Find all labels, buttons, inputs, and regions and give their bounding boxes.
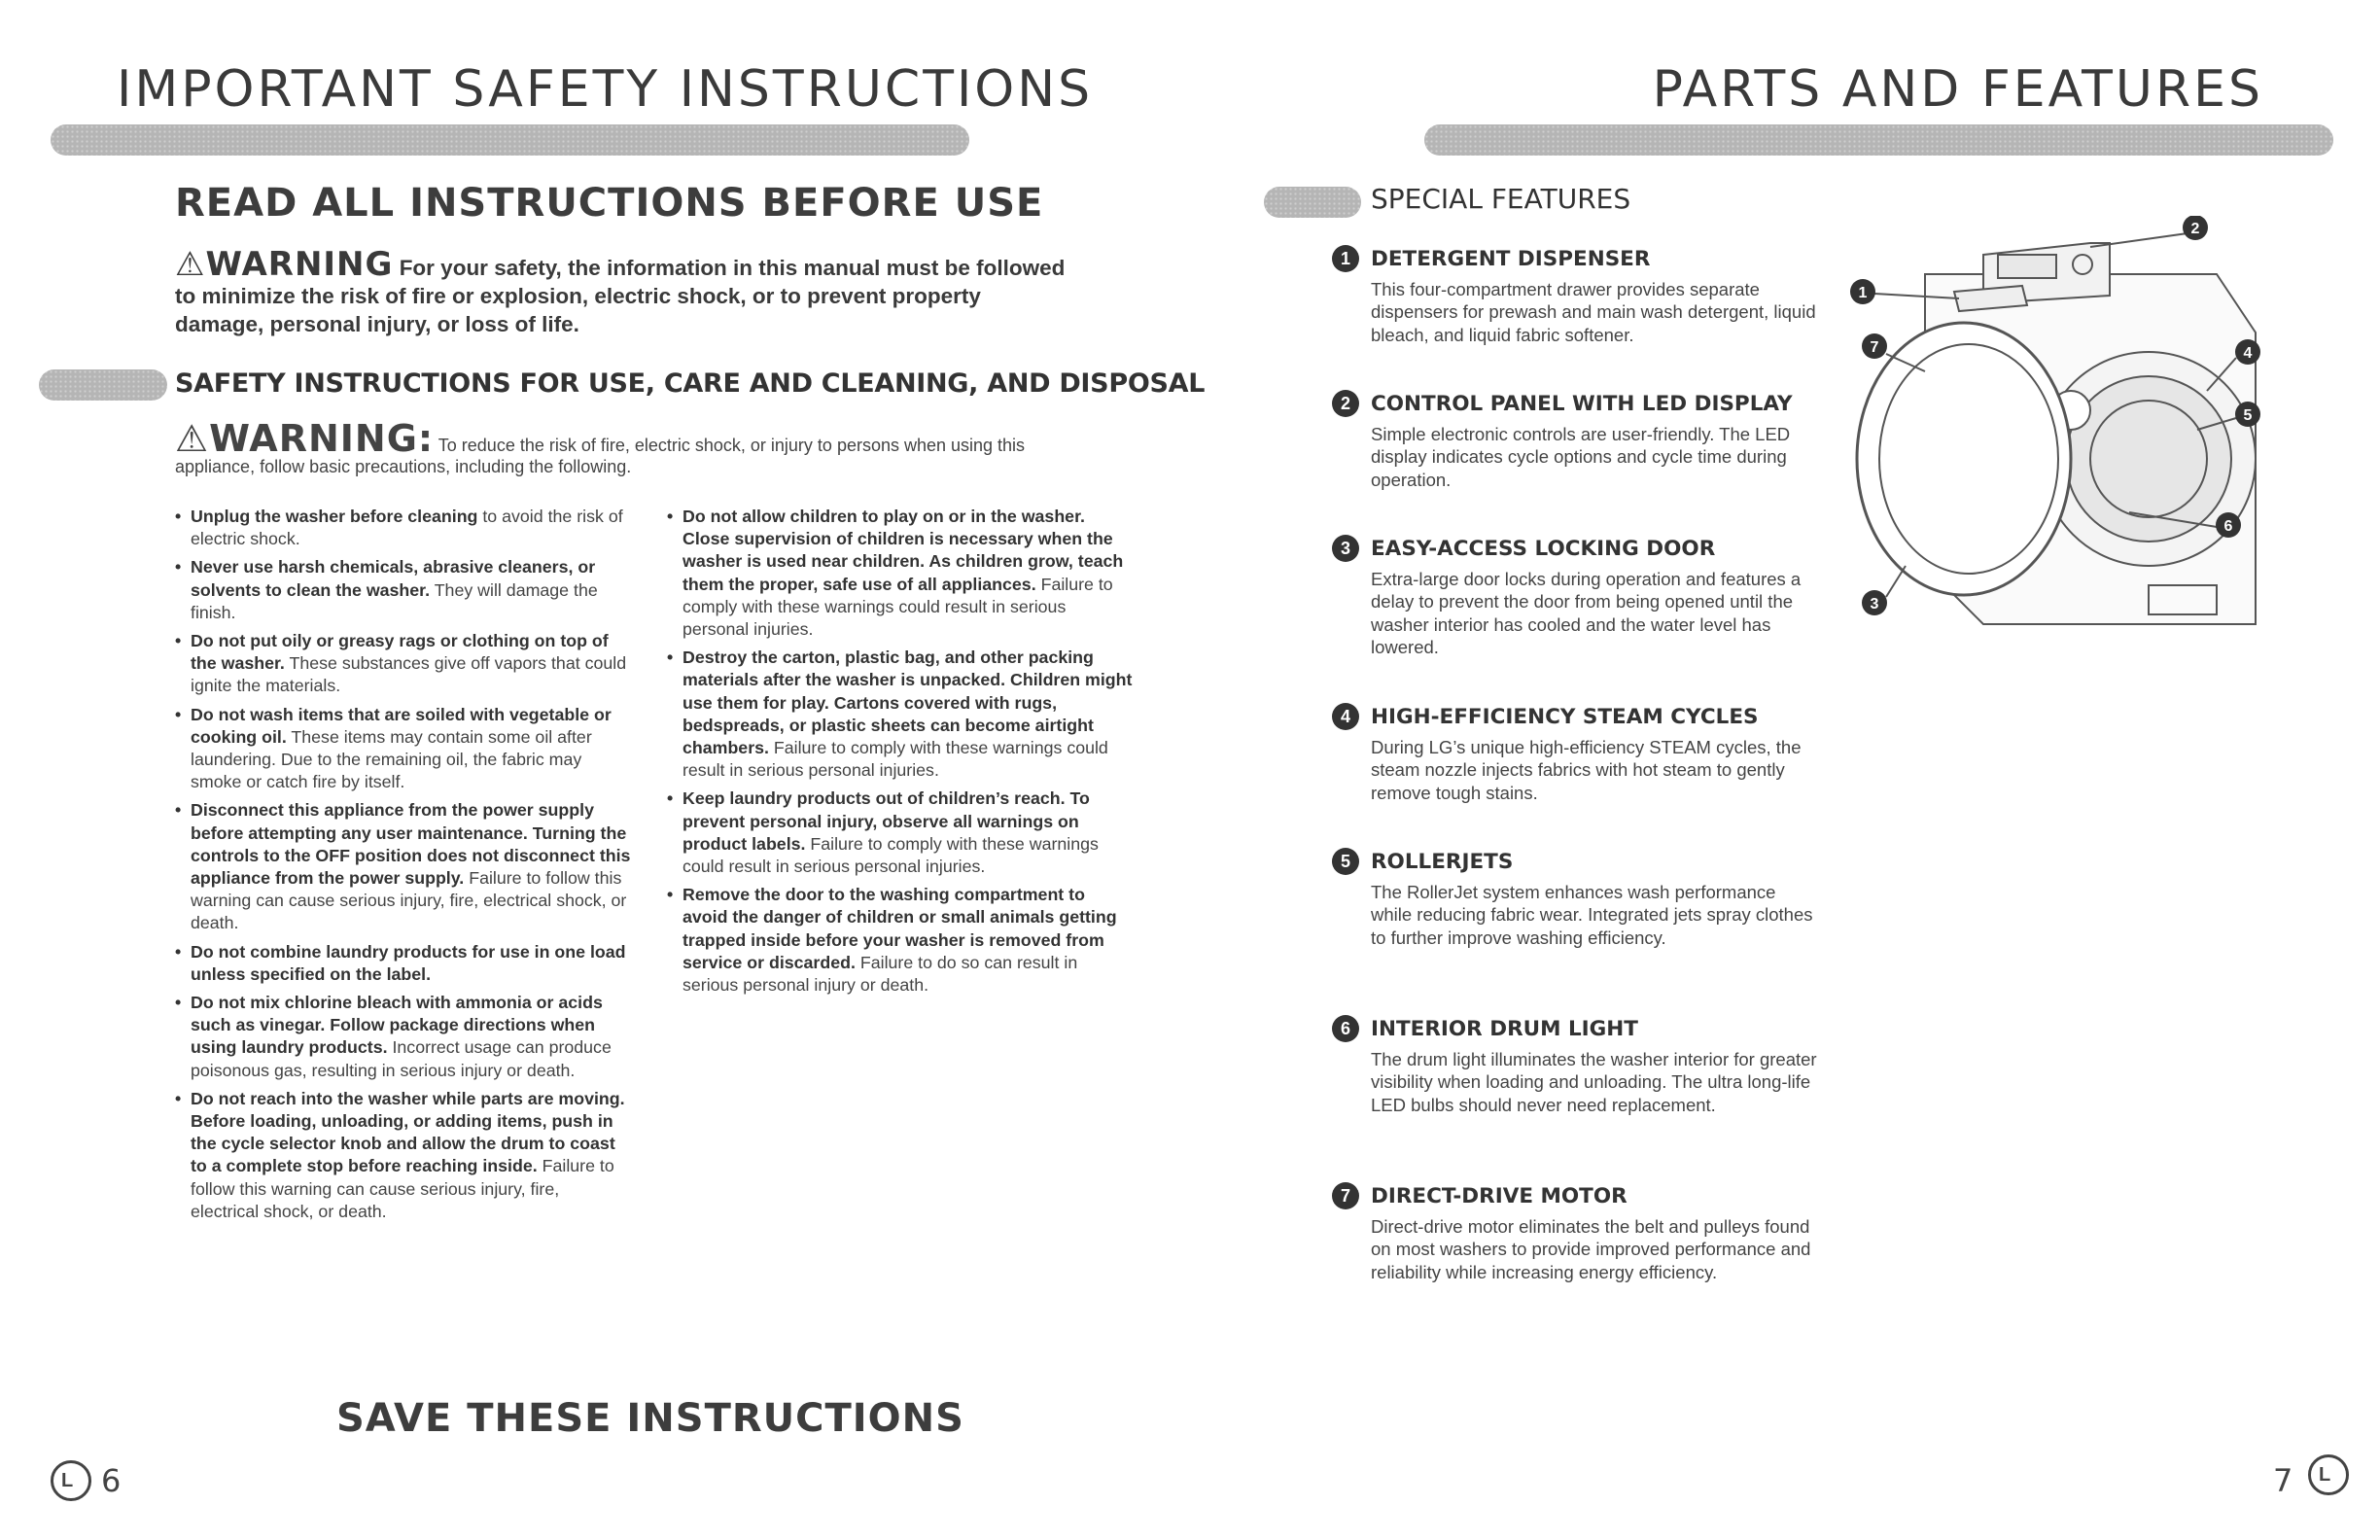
list-item: • Do not reach into the washer while parts are moving. Before loading, unloading, or adding items, push in the cycle selector knob and allow the drum to coast to a complete stop before reaching inside. Failure to follow this warning can cause serious injury, fire, electrical shock, or death.: [175, 1088, 632, 1223]
callout-label: 2: [2190, 221, 2200, 237]
callout-label: 5: [2243, 407, 2253, 424]
feature-title: CONTROL PANEL WITH LED DISPLAY: [1371, 392, 1793, 416]
feature-title: EASY-ACCESS LOCKING DOOR: [1371, 537, 1716, 561]
save-instructions-heading: SAVE THESE INSTRUCTIONS: [336, 1396, 964, 1441]
feature-number-badge: 5: [1332, 848, 1359, 875]
instructions-column-2: [667, 506, 1134, 1002]
lg-logo-icon: L: [2308, 1454, 2349, 1495]
list-item: • Never use harsh chemicals, abrasive cleaners, or solvents to clean the washer. They will damage the finish.: [175, 556, 632, 624]
left-title-bar: [51, 124, 969, 156]
feature-number-badge: 7: [1332, 1182, 1359, 1209]
feature-title: ROLLERJETS: [1371, 850, 1514, 874]
callout-label: 6: [2223, 518, 2233, 535]
left-page-title: IMPORTANT SAFETY INSTRUCTIONS: [117, 60, 1094, 119]
instructions-column-1: [175, 506, 632, 1229]
feature-number-badge: 4: [1332, 703, 1359, 730]
feature-number-badge: 3: [1332, 535, 1359, 562]
warning-label: [175, 245, 393, 284]
warning2-text: To reduce the risk of fire, electric shock, or injury to persons when using this appliance, follow basic precautions, including the following.: [175, 436, 1026, 476]
warning-triangle-icon: ⚠: [175, 417, 210, 460]
list-item: • Destroy the carton, plastic bag, and other packing materials after the washer is unpacked. Children might use them for play. Cartons covered with rugs, bedspreads, or plastic sheets can become airtight chambers. Failure to comply with these warnings could result in serious personal injuries.: [667, 647, 1134, 782]
feature-description: Simple electronic controls are user-friendly. The LED display indicates cycle options and cycle time during operation.: [1371, 424, 1791, 490]
right-title-bar: [1424, 124, 2333, 156]
list-item: • Disconnect this appliance from the power supply before attempting any user maintenance. Turning the controls to the OFF position does not disconnect this appliance from the power supply. Failure to follow this warning can cause serious injury, fire, electrical shock, or death.: [175, 799, 632, 934]
special-features-heading: SPECIAL FEATURES: [1371, 183, 1631, 215]
callout-label: 7: [1870, 339, 1879, 356]
warning-word: WARNING: [205, 245, 394, 284]
feature-description: Extra-large door locks during operation and features a delay to prevent the door from being opened until the washer interior has cooled and the water level has lowered.: [1371, 569, 1802, 657]
callout-label: 1: [1858, 285, 1868, 301]
list-item: • Remove the door to the washing compartment to avoid the danger of children or small animals getting trapped inside before your washer is removed from service or discarded. Failure to do so can result in serious personal injury or death.: [667, 884, 1134, 997]
feature-number-badge: 1: [1332, 245, 1359, 272]
feature-number-badge: 6: [1332, 1015, 1359, 1042]
list-item: • Do not allow children to play on or in the washer. Close supervision of children is necessary when the washer is used near children. As children grow, teach them the proper, safe use of all appliances. Failure to comply with these warnings could result in serious personal injuries.: [667, 506, 1134, 641]
list-item: • Do not wash items that are soiled with vegetable or cooking oil. These items may contain some oil after laundering. Due to the remaining oil, the fabric may smoke or catch fire by itself.: [175, 704, 632, 794]
page-number-left: 6: [101, 1462, 122, 1499]
warning2-word: WARNING:: [209, 417, 435, 460]
page-number-right: 7: [2273, 1462, 2293, 1499]
feature-description: The drum light illuminates the washer interior for greater visibility when loading and unloading. The ultra long-life LED bulbs should never need replacement.: [1371, 1049, 1817, 1115]
warning-text: For your safety, the information in this manual must be followed to minimize the risk of fire or explosion, electric shock, or to prevent property damage, personal injury, or loss of life.: [175, 256, 1066, 336]
safety-heading: SAFETY INSTRUCTIONS FOR USE, CARE AND CLEANING, AND DISPOSAL: [175, 368, 1206, 399]
list-item: • Do not mix chlorine bleach with ammonia or acids such as vinegar. Follow package directions when using laundry products. Incorrect usage can produce poisonous gas, resulting in serious injury or death.: [175, 992, 632, 1082]
right-page-title: PARTS AND FEATURES: [1652, 60, 2263, 119]
feature-description: This four-compartment drawer provides separate dispensers for prewash and main wash detergent, liquid bleach, and liquid fabric softener.: [1371, 279, 1816, 345]
safety-heading-pill: [39, 369, 167, 401]
warning2-label: [175, 417, 434, 460]
callout-label: 4: [2243, 345, 2253, 362]
warning-triangle-icon: ⚠: [175, 245, 206, 284]
feature-title: HIGH-EFFICIENCY STEAM CYCLES: [1371, 705, 1759, 729]
list-item: • Do not put oily or greasy rags or clothing on top of the washer. These substances give off vapors that could ignite the materials.: [175, 630, 632, 698]
lg-logo-icon: L: [51, 1460, 91, 1501]
feature-title: DETERGENT DISPENSER: [1371, 247, 1651, 271]
feature-title: INTERIOR DRUM LIGHT: [1371, 1017, 1638, 1041]
list-item: • Unplug the washer before cleaning to avoid the risk of electric shock.: [175, 506, 632, 550]
feature-description: During LG’s unique high-efficiency STEAM cycles, the steam nozzle injects fabrics with hot steam to gently remove tough stains.: [1371, 737, 1802, 803]
feature-description: The RollerJet system enhances wash performance while reducing fabric wear. Integrated jets spray clothes to further improve washing efficiency.: [1371, 882, 1813, 948]
special-features-pill: [1264, 187, 1361, 218]
warning2-block: [175, 417, 1108, 477]
list-item: • Do not combine laundry products for use in one load unless specified on the label.: [175, 941, 632, 986]
feature-number-badge: 2: [1332, 390, 1359, 417]
read-all-heading: READ ALL INSTRUCTIONS BEFORE USE: [175, 181, 1044, 226]
feature-description: Direct-drive motor eliminates the belt and pulleys found on most washers to provide improved performance and reliability while increasing energy efficiency.: [1371, 1216, 1811, 1282]
washer-diagram: [1828, 216, 2294, 644]
warning-block: [175, 245, 1069, 338]
feature-title: DIRECT-DRIVE MOTOR: [1371, 1184, 1628, 1208]
callout-label: 3: [1870, 596, 1879, 612]
list-item: • Keep laundry products out of children’s reach. To prevent personal injury, observe all warnings on product labels. Failure to comply with these warnings could result in serious personal injuries.: [667, 788, 1134, 878]
